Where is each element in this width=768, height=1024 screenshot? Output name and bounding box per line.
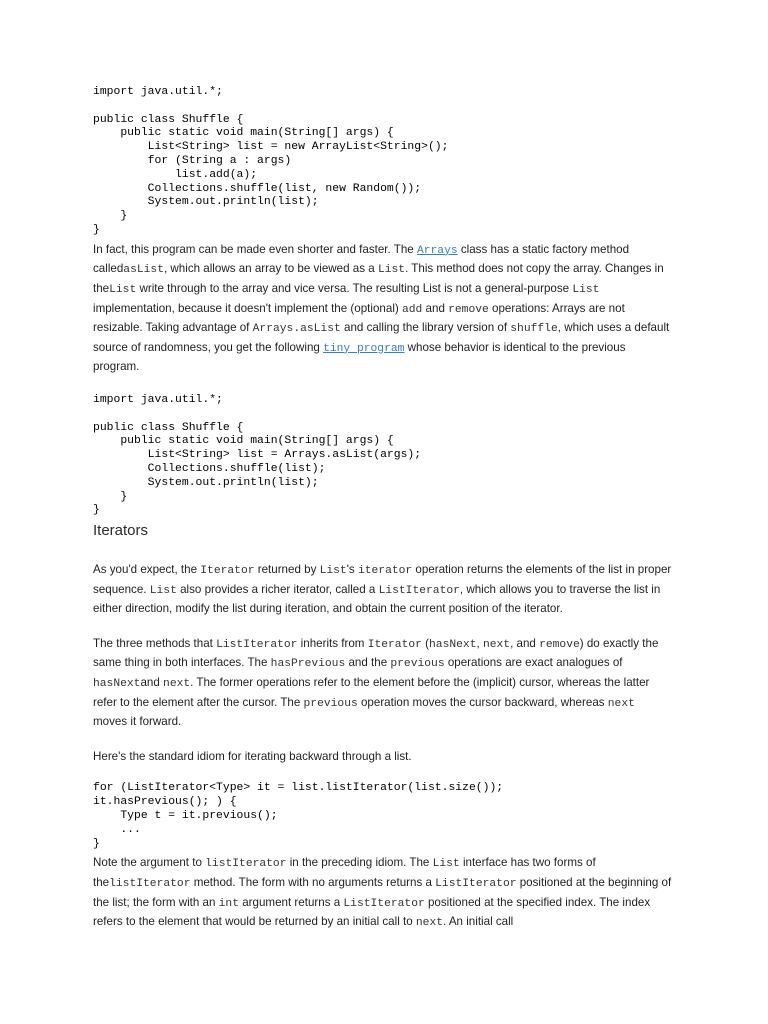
paragraph-listiterator-argument [93,854,672,932]
text: moves it forward. [93,715,182,729]
paragraph-backward-idiom-intro: Here's the standard idiom for iterating backward through a list. [93,749,412,763]
inline-code: int [218,897,239,910]
text: and [422,301,449,315]
inline-code: iterator [357,565,413,578]
text: and the [345,656,391,670]
inline-code: next [482,638,511,651]
text: whose behavior is identical to the previous program. [93,340,626,374]
inline-code: List [149,584,177,597]
text: Note the argument to [93,856,206,870]
inline-code: listIterator [109,878,191,891]
inline-code: hasNext [93,678,141,691]
text: , and [510,636,540,650]
inline-code: next [415,917,444,930]
code-block-shuffle-v1: import java.util.*; public class Shuffle { public static void main(String[] args) { List<String> list = new ArrayList<String>(); for (String a : args) list.add(a); Collections.shuffle(list, new Random()); System.out.println(list); } } [93,86,449,236]
text: 's [346,563,358,577]
text: returned by [254,563,320,577]
text: . An initial call [443,915,514,929]
inline-code: shuffle [510,323,558,336]
inline-code: ListIterator [378,584,460,597]
link-arrays[interactable]: Arrays [416,244,458,257]
inline-code: Arrays.asList [252,323,341,336]
inline-code: next [607,697,635,710]
text: ) do exactly the same thing in both interfaces. The [93,636,659,670]
inline-code: List [432,858,460,871]
text: positioned at the beginning of the list; the form with an [93,876,672,909]
paragraph-listiterator-methods [93,635,672,731]
text: write through to the array and vice versa. The resulting List is not a general-purpose [136,281,573,295]
text: , [476,636,483,650]
text: in the preceding idiom. The [286,856,433,870]
inline-code: List [109,283,137,296]
text: . This method does not copy the array. Changes in the [93,262,664,295]
text: . The former operations refer to the element before the (implicit) cursor, whereas the latter refer to the element after the cursor. The [93,676,650,709]
inline-code: hasNext [429,638,477,651]
inline-code: Iterator [367,638,422,651]
inline-code: hasPrevious [270,658,346,671]
text: As you'd expect, the [93,563,201,577]
code-block-backward-idiom: for (ListIterator<Type> it = list.listIterator(list.size()); it.hasPrevious(); ) { Type t = it.previous(); ... } [93,782,504,850]
code-block-shuffle-v2: import java.util.*; public class Shuffle { public static void main(String[] args) { List<String> list = Arrays.asList(args); Collections.shuffle(list); System.out.println(list); } } [93,393,422,517]
text: argument returns a [239,895,344,909]
text: positioned at the specified index. The index refers to the element that would be returned by an initial call to [93,895,651,929]
inline-code: previous [390,658,445,671]
inline-code: remove [539,638,580,651]
text: class has a static factory method called [93,242,630,276]
inline-code: add [401,303,423,316]
inline-code: List [377,264,406,277]
text: , which uses a default source of randomness, you get the following [93,321,670,354]
text: operation moves the cursor backward, whereas [357,695,608,709]
inline-code: Iterator [200,565,255,578]
text: method. The form with no arguments returns a [190,876,436,890]
text: operations are exact analogues of [444,656,623,670]
paragraph-iterator-intro [93,561,672,618]
text: The three methods that [93,636,217,650]
text: , which allows an array to be viewed as a [163,262,378,276]
inline-code: List [319,565,347,578]
text: and [140,676,164,690]
text: In fact, this program can be made even shorter and faster. The [93,242,417,256]
inline-code: asList [123,264,164,277]
link-tiny-program[interactable]: tiny program [323,342,405,355]
inline-code: ListIterator [435,878,517,891]
section-heading-iterators: Iterators [93,522,149,540]
inline-code: listIterator [205,858,287,871]
inline-code: ListIterator [216,638,298,651]
text: ( [421,636,430,650]
text: implementation, because it doesn't implement the (optional) [93,301,402,315]
inline-code: remove [448,303,489,316]
inline-code: ListIterator [343,897,425,910]
text: interface has two forms of the [93,856,596,890]
paragraph-arrays-aslist [93,241,672,376]
text: inherits from [297,636,368,650]
text: also provides a richer iterator, called a [176,582,379,596]
inline-code: next [163,678,191,691]
text: , which allows you to traverse the list in either direction, modify the list during iteration, and obtain the current position of the iterator. [93,582,661,616]
text: and calling the library version of [340,321,511,335]
text: operations: Arrays are not resizable. Taking advantage of [93,301,625,335]
text: operation returns the elements of the list in proper sequence. [93,563,672,596]
inline-code: List [572,283,600,296]
inline-code: previous [303,697,358,710]
